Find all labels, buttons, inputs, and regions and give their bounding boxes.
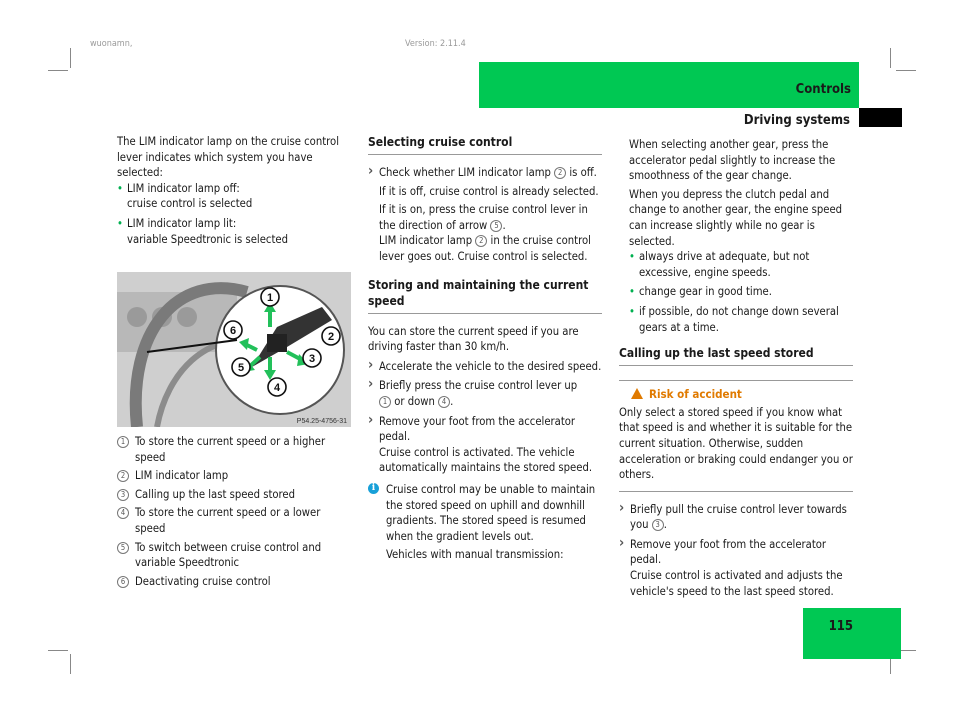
caption-item: 5 To switch between cruise control and variable Speedtronic [117,540,353,571]
heading-calling-up-speed: Calling up the last speed stored [619,345,853,366]
callout-6: 6 [229,325,237,337]
print-meta-right: Version: 2.11.4 [405,39,466,49]
image-code: P54.25-4756-31 [296,418,347,425]
caption-item: 1 To store the current speed or a higher speed [117,434,353,465]
crop-mark [70,48,71,68]
bullet-item: • if possible, do not change down several gears at a time. [629,304,853,335]
crop-mark [890,48,891,68]
right-column [619,137,853,599]
bullet-item: • always drive at adequate, but not excessive, engine speeds. [629,249,853,280]
crop-mark [48,650,68,651]
info-note: i Cruise control may be unable to maintain the stored speed on uphill and downhill gradients. The stored speed is resumed when the gradient levels out. [368,482,602,544]
subsection-title: Driving systems [743,113,850,128]
info-note-continued: Vehicles with manual transmission: [386,548,564,562]
step-item: › Briefly press the cruise control lever up 1 or down 4 . [368,378,602,409]
caption-item: 2 LIM indicator lamp [117,468,353,484]
print-meta-left: wuonamn, [90,39,133,49]
warning-box [619,380,853,492]
callout-4: 4 [273,382,281,394]
crop-mark [896,70,916,71]
paragraph: You can store the current speed if you are driving faster than 30 km/h. [368,324,579,354]
left-column [117,134,353,247]
warning-triangle-icon [631,388,643,399]
intro-text: The LIM indicator lamp on the cruise control lever indicates which system you have selected: [117,135,340,180]
section-title: Controls [795,82,851,97]
info-icon: i [368,483,379,494]
bullet-item: • LIM indicator lamp lit: variable Speedtronic is selected [117,216,353,247]
caption-item: 4 To store the current speed or a lower speed [117,505,353,536]
step-text: If it is on, press the cruise control lever in the direction of arrow 5 . [379,203,588,232]
step-item: › Check whether LIM indicator lamp 2 is off. [368,165,602,181]
step-item: › Briefly pull the cruise control lever towards you 3 . [619,502,853,533]
middle-column [368,134,602,563]
cruise-control-illustration [117,272,351,427]
warning-text: Only select a stored speed if you know what that speed is and whether it is suitable for the current situation. Otherwise, sudden acceleration or braking could endanger you or others. [619,405,853,482]
bullet-item: • change gear in good time. [629,284,853,300]
callout-1: 1 [266,292,274,304]
section-header-band [479,62,859,108]
callout-2: 2 [327,331,335,343]
steering-wheel-lever-drawing [117,272,351,427]
callout-5: 5 [237,362,245,374]
step-item: › Remove your foot from the accelerator pedal. Cruise control is activated. The vehicle automatically maintains the stored speed. [368,414,602,476]
step-text: If it is off, cruise control is already selected. [379,184,599,198]
crop-mark [70,654,71,674]
step-text: LIM indicator lamp 2 in the cruise control lever goes out. Cruise control is selected. [379,234,591,263]
bullet-item: • LIM indicator lamp off: cruise control is selected [117,181,353,212]
crop-mark [48,70,68,71]
warning-title-row [619,387,853,403]
caption-item: 6 Deactivating cruise control [117,574,353,590]
black-tab [859,108,902,127]
page-number: 115 [828,619,853,634]
heading-storing-speed: Storing and maintaining the current speed [368,277,602,314]
paragraph: When selecting another gear, press the accelerator pedal slightly to increase the smoothness of the gear change. [629,138,836,183]
caption-list [117,434,353,589]
warning-title: Risk of accident [649,387,742,402]
paragraph: When you depress the clutch pedal and change to another gear, the engine speed can increase slightly while no gear is selected. [629,187,843,248]
step-item: › Accelerate the vehicle to the desired speed. [368,359,602,375]
caption-item: 3 Calling up the last speed stored [117,487,353,503]
heading-selecting-cruise-control: Selecting cruise control [368,134,602,155]
callout-3: 3 [308,353,316,365]
step-item: › Remove your foot from the accelerator pedal. Cruise control is activated and adjusts the vehicle's speed to the last speed stored. [619,537,853,599]
page-number-box [803,608,901,659]
